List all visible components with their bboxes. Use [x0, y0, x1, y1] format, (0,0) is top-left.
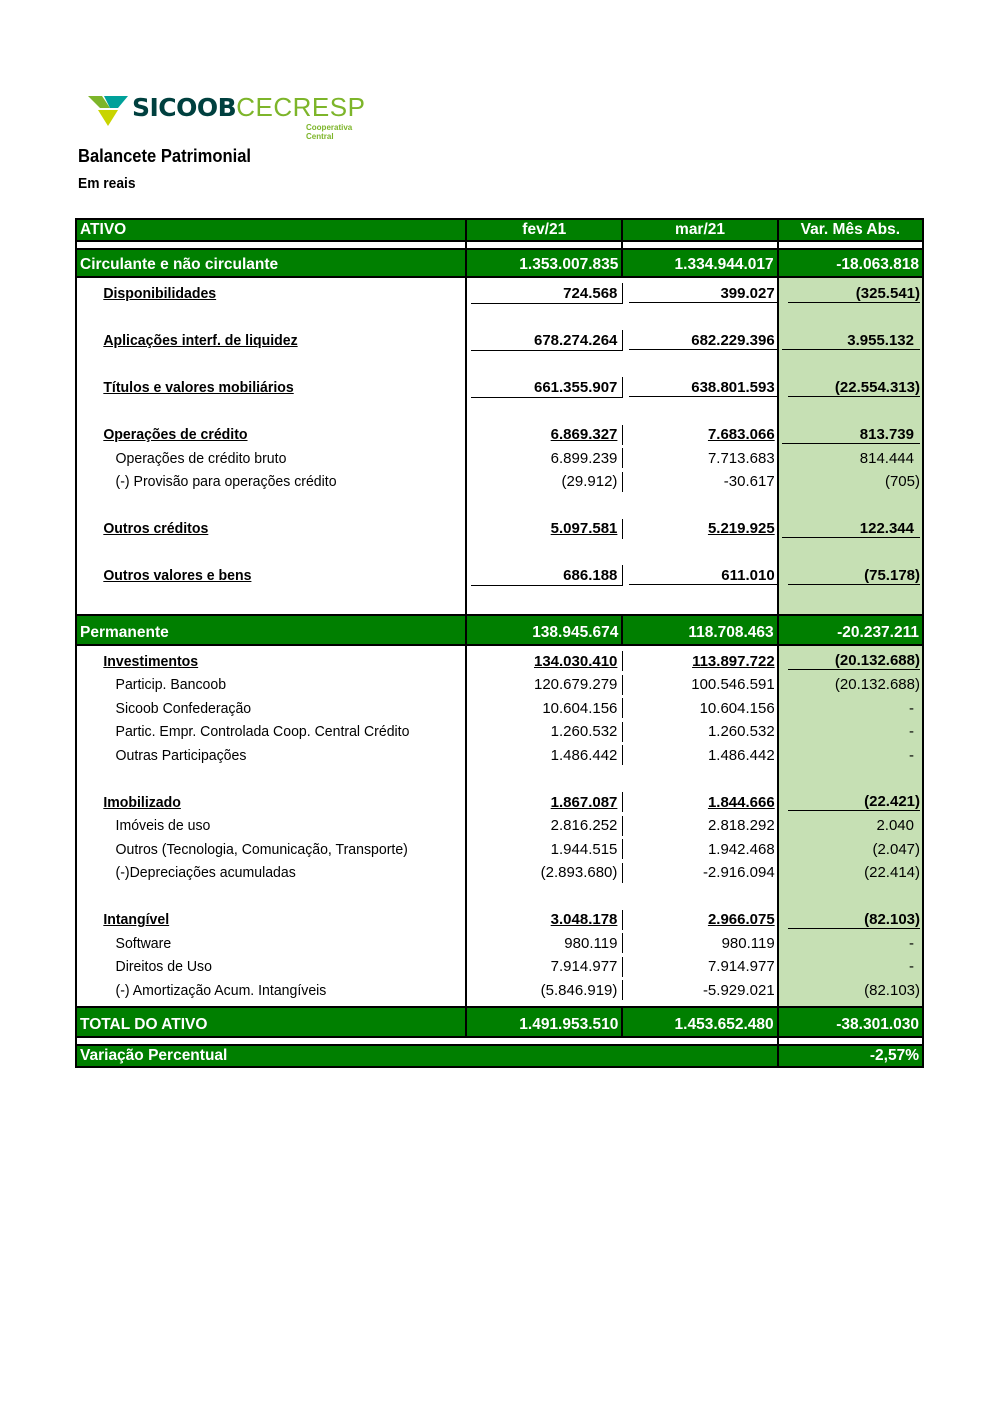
row-label: Outros valores e bens — [103, 567, 252, 585]
row-fev-value: 2.816.252 — [551, 816, 624, 836]
table-row-disponibilidades — [77, 282, 922, 306]
table-row-amortizacao-acum-intangiveis — [77, 979, 922, 1003]
sicoob-cecresp-logo — [88, 92, 366, 141]
row-var-value: (705) — [884, 473, 920, 491]
row-mar-value: 682.229.396 — [629, 332, 777, 350]
table-row-operacoes-de-credito-bruto — [77, 447, 922, 471]
table-row-outras-participacoes — [77, 744, 922, 768]
row-label: Operações de crédito — [103, 426, 248, 444]
total-mar: 1.453.652.480 — [623, 1008, 778, 1036]
row-mar-value: 7.713.683 — [707, 449, 775, 467]
row-mar-value: -30.617 — [723, 473, 775, 491]
row-fev-value: (29.912) — [562, 472, 624, 492]
section-body-permanente — [75, 646, 924, 1007]
table-row-direitos-de-uso — [77, 955, 922, 979]
table-row-partic-empr-controlada-coop-central-credito — [77, 720, 922, 744]
row-fev-value: 120.679.279 — [534, 675, 623, 695]
row-var-value: (82.103) — [788, 911, 920, 929]
row-fev-value: 6.899.239 — [551, 448, 624, 468]
row-var-value: 122.344 — [782, 520, 920, 538]
row-fev-value: 1.260.532 — [551, 722, 624, 742]
table-row-intangivel — [77, 908, 922, 932]
row-label: Outros (Tecnologia, Comunicação, Transporte) — [115, 840, 408, 858]
row-var-value: (325.541) — [788, 285, 920, 303]
row-fev-value: (2.893.680) — [541, 863, 624, 883]
sicoob-logo-icon — [88, 94, 128, 128]
section-row-permanente — [75, 614, 924, 646]
row-label: Imóveis de uso — [115, 817, 211, 835]
row-label: Outros créditos — [103, 520, 209, 538]
row-var-value: (22.554.313) — [788, 379, 920, 397]
row-fev-value: 1.486.442 — [551, 745, 624, 765]
row-mar-value: 611.010 — [629, 567, 777, 585]
row-mar-value: 7.914.977 — [707, 958, 775, 976]
row-mar-value: 2.818.292 — [707, 817, 775, 835]
row-fev-value: 1.944.515 — [551, 839, 624, 859]
row-label: Investimentos — [103, 652, 199, 670]
row-mar-value: -2.916.094 — [702, 864, 775, 882]
section-fev: 1.353.007.835 — [467, 250, 623, 276]
row-var-value: - — [909, 958, 914, 976]
row-var-value: (82.103) — [864, 981, 920, 999]
row-fev-value: 661.355.907 — [471, 377, 623, 398]
row-label: Partic. Empr. Controlada Coop. Central Crédito — [115, 723, 410, 741]
row-label: (-) Provisão para operações crédito — [115, 473, 337, 491]
table-row-imoveis-de-uso — [77, 814, 922, 838]
col-header-mar: mar/21 — [623, 220, 778, 240]
col-header-fev: fev/21 — [467, 220, 623, 240]
row-fev-value: 980.119 — [564, 933, 623, 953]
logo-cecresp-text: CECRESP — [236, 92, 366, 122]
row-var-value: (75.178) — [788, 567, 920, 585]
section-row-circulante — [75, 248, 924, 278]
row-fev-value: 3.048.178 — [551, 910, 624, 930]
logo-tagline: Cooperativa Central — [306, 123, 353, 141]
row-fev-value: 1.867.087 — [551, 792, 624, 812]
row-var-value: - — [909, 746, 914, 764]
row-label: Imobilizado — [103, 793, 181, 811]
row-label: Títulos e valores mobiliários — [103, 379, 294, 397]
row-mar-value: 2.966.075 — [707, 911, 775, 929]
table-row-aplicacoes-interf-de-liquidez — [77, 329, 922, 353]
row-mar-value: 1.942.468 — [707, 840, 775, 858]
row-var-value: - — [909, 934, 914, 952]
section-mar: 118.708.463 — [623, 616, 778, 644]
row-label: Particip. Bancoob — [115, 676, 227, 694]
table-row-titulos-e-valores-mobiliarios — [77, 376, 922, 400]
row-mar-value: 10.604.156 — [699, 699, 775, 717]
row-mar-value: 1.486.442 — [707, 746, 775, 764]
section-label: Permanente — [77, 616, 467, 644]
row-fev-value: 678.274.264 — [471, 330, 623, 351]
row-label: Outras Participações — [115, 746, 247, 764]
row-mar-value: 1.844.666 — [707, 793, 775, 811]
percent-var: -2,57% — [869, 1047, 919, 1064]
row-mar-value: 100.546.591 — [691, 676, 775, 694]
page-title: Balancete Patrimonial — [78, 146, 252, 166]
table-row-investimentos — [77, 650, 922, 674]
row-label: Aplicações interf. de liquidez — [103, 332, 298, 350]
table-row-outros-tecnologia-comunicacao-transporte — [77, 838, 922, 862]
row-fev-value: (5.846.919) — [541, 980, 624, 1000]
row-var-value: (2.047) — [872, 840, 920, 858]
row-var-value: - — [909, 723, 914, 741]
logo-sicoob-text: SICOOB — [132, 93, 237, 122]
row-var-value: (20.132.688) — [788, 652, 920, 670]
table-row-operacoes-de-credito — [77, 423, 922, 447]
row-var-value: 813.739 — [782, 426, 920, 444]
section-body-circulante — [75, 278, 924, 614]
row-mar-value: 7.683.066 — [707, 426, 775, 444]
row-mar-value: 5.219.925 — [707, 520, 775, 538]
table-row-imobilizado — [77, 791, 922, 815]
row-label: Sicoob Confederação — [115, 699, 252, 717]
row-label: Operações de crédito bruto — [115, 449, 287, 467]
row-var-value: 2.040 — [876, 817, 914, 835]
row-label: (-)Depreciações acumuladas — [115, 864, 296, 882]
row-fev-value: 134.030.410 — [534, 651, 623, 671]
table-row-particip-bancoob — [77, 673, 922, 697]
row-label: (-) Amortização Acum. Intangíveis — [115, 981, 327, 999]
row-var-value: (22.421) — [788, 793, 920, 811]
row-fev-value: 6.869.327 — [551, 425, 624, 445]
section-var: -20.237.211 — [837, 623, 919, 641]
total-label: TOTAL DO ATIVO — [77, 1008, 467, 1036]
section-mar: 1.334.944.017 — [623, 250, 778, 276]
row-fev-value: 5.097.581 — [551, 519, 624, 539]
table-row-sicoob-confederacao — [77, 697, 922, 721]
table-row-depreciacoes-acumuladas — [77, 861, 922, 885]
table-row-outros-creditos — [77, 517, 922, 541]
table-row-provisao-para-operacoes-credito — [77, 470, 922, 494]
table-header-row — [75, 218, 924, 242]
row-mar-value: 1.260.532 — [707, 723, 775, 741]
total-var: -38.301.030 — [836, 1016, 919, 1033]
row-var-value: - — [909, 699, 914, 717]
percent-label: Variação Percentual — [80, 1047, 228, 1064]
row-mar-value: 638.801.593 — [629, 379, 777, 397]
section-fev: 138.945.674 — [467, 616, 623, 644]
row-label: Disponibilidades — [103, 285, 217, 303]
page-subtitle: Em reais — [78, 175, 136, 192]
row-fev-value: 724.568 — [471, 283, 623, 304]
section-var: -18.063.818 — [836, 256, 919, 273]
row-fev-value: 7.914.977 — [551, 957, 624, 977]
col-header-var: Var. Mês Abs. — [800, 221, 901, 238]
table-row-outros-valores-e-bens — [77, 564, 922, 588]
row-var-value: 3.955.132 — [782, 332, 920, 350]
total-fev: 1.491.953.510 — [467, 1008, 623, 1036]
balance-sheet-table — [75, 218, 924, 1068]
row-label: Intangível — [103, 911, 170, 929]
row-mar-value: 980.119 — [721, 934, 775, 952]
total-row — [75, 1006, 924, 1038]
row-label: Software — [115, 934, 172, 952]
row-var-value: (22.414) — [864, 864, 920, 882]
row-fev-value: 10.604.156 — [542, 698, 623, 718]
col-header-ativo: ATIVO — [77, 220, 467, 240]
section-label: Circulante e não circulante — [77, 250, 467, 276]
table-row-software — [77, 932, 922, 956]
row-var-value: 814.444 — [859, 449, 914, 467]
row-mar-value: 113.897.722 — [692, 652, 775, 670]
percent-row — [75, 1044, 924, 1068]
row-mar-value: -5.929.021 — [702, 981, 775, 999]
row-label: Direitos de Uso — [115, 958, 212, 976]
row-var-value: (20.132.688) — [834, 676, 920, 694]
row-mar-value: 399.027 — [629, 285, 777, 303]
row-fev-value: 686.188 — [471, 565, 623, 586]
